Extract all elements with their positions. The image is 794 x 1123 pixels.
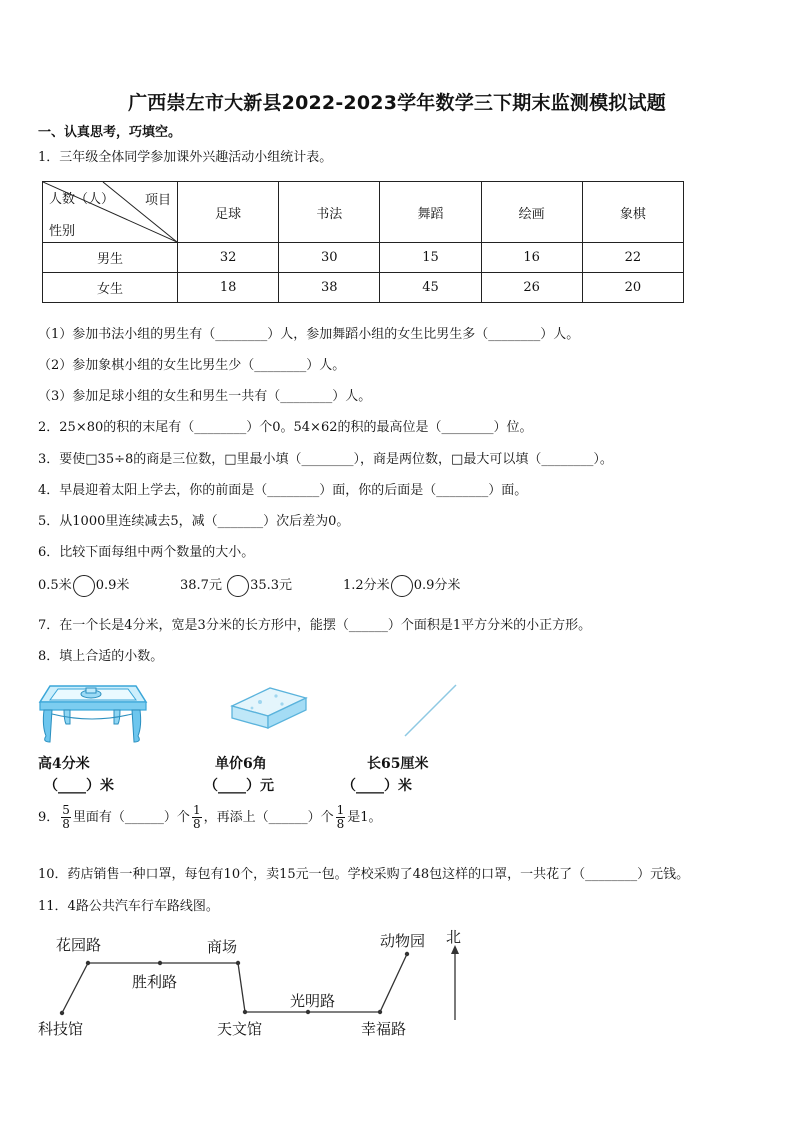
question-1-sub-1: （1）参加书法小组的男生有（________）人，参加舞蹈小组的女生比男生多（________）人。 — [38, 327, 580, 342]
numerator: 5 — [62, 803, 70, 817]
question-3: 3．要使□35÷8的商是三位数，□里最小填（________），商是两位数，□最大可以填（________）。 — [38, 452, 613, 467]
compare-left: 38.7元 — [180, 578, 222, 593]
q9-text: 是1。 — [347, 810, 382, 825]
numerator: 1 — [336, 803, 345, 817]
item-blank[interactable]: （____）元 — [204, 778, 274, 794]
table-cell: 45 — [380, 273, 481, 303]
question-1-sub-3: （3）参加足球小组的女生和男生一共有（________）人。 — [38, 389, 372, 404]
column-header: 舞蹈 — [380, 182, 481, 243]
table-cell: 22 — [582, 243, 683, 273]
fraction — [336, 804, 346, 831]
stop-dot — [86, 961, 90, 965]
stop-dot — [60, 1011, 64, 1015]
item-caption: 长65厘米 — [367, 756, 429, 772]
section-heading: 一、认真思考，巧填空。 — [38, 125, 182, 140]
page-title: 广西崇左市大新县2022-2023学年数学三下期末监测模拟试题 — [128, 92, 666, 114]
stop-label: 动物园 — [380, 932, 426, 950]
question-1-sub-2: （2）参加象棋小组的女生比男生少（________）人。 — [38, 358, 346, 373]
question-2: 2．25×80的积的末尾有（________）个0。54×62的积的最高位是（________）位。 — [38, 420, 533, 435]
item-caption: 高4分米 — [38, 756, 90, 772]
question-9 — [38, 804, 382, 831]
fraction — [61, 804, 71, 831]
compare-right: 0.9分米 — [413, 578, 461, 593]
compare-left: 1.2分米 — [343, 578, 390, 593]
q9-number: 9． — [38, 810, 60, 825]
corner-label-count: 人数（人） — [49, 192, 115, 207]
compare-pair — [343, 574, 460, 597]
column-header: 书法 — [279, 182, 380, 243]
stop-label: 幸福路 — [361, 1020, 407, 1038]
table-illustration — [36, 680, 148, 748]
item-blank[interactable]: （____）米 — [44, 778, 114, 794]
stop-label: 天文馆 — [217, 1020, 263, 1038]
compare-right: 35.3元 — [250, 578, 293, 593]
compare-circle[interactable] — [73, 575, 95, 597]
table-cell: 16 — [481, 243, 582, 273]
question-10: 10．药店销售一种口罩，每包有10个，卖15元一包。学校采购了48包这样的口罩，一共花了（________）元钱。 — [38, 867, 690, 882]
table-header-row — [43, 182, 684, 243]
stop-dot — [378, 1010, 382, 1014]
column-header: 象棋 — [582, 182, 683, 243]
route-line — [62, 954, 407, 1013]
denominator: 8 — [336, 817, 345, 831]
stop-label: 花园路 — [56, 936, 102, 954]
question-8-text: 8．填上合适的小数。 — [38, 649, 164, 664]
compare-pair — [180, 574, 292, 597]
question-4: 4．早晨迎着太阳上学去，你的前面是（________）面，你的后面是（________）面。 — [38, 483, 528, 498]
compare-circle[interactable] — [227, 575, 249, 597]
table-row — [43, 243, 684, 273]
table-corner-cell — [43, 182, 178, 243]
stop-dot — [158, 961, 162, 965]
denominator: 8 — [192, 817, 201, 831]
table-cell: 30 — [279, 243, 380, 273]
table-cell: 15 — [380, 243, 481, 273]
stop-dot — [236, 961, 240, 965]
stop-dot — [405, 952, 409, 956]
column-header: 绘画 — [481, 182, 582, 243]
q9-text: ，再添上（______）个 — [203, 810, 334, 825]
question-1-text: 1．三年级全体同学参加课外兴趣活动小组统计表。 — [38, 150, 333, 165]
corner-label-gender: 性别 — [49, 224, 76, 239]
stop-label: 光明路 — [290, 992, 336, 1010]
question-11-text: 11．4路公共汽车行车路线图。 — [38, 899, 219, 914]
stop-dot — [243, 1010, 247, 1014]
north-label: 北 — [446, 928, 462, 946]
statistics-table — [42, 181, 684, 303]
question-6-text: 6．比较下面每组中两个数量的大小。 — [38, 545, 255, 560]
question-7: 7．在一个长是4分米，宽是3分米的长方形中，能摆（______）个面积是1平方分米的小正方形。 — [38, 618, 592, 633]
table-cell: 18 — [178, 273, 279, 303]
table-cell: 38 — [279, 273, 380, 303]
row-label: 男生 — [43, 243, 178, 273]
q9-text: 里面有（______）个 — [72, 810, 190, 825]
row-label: 女生 — [43, 273, 178, 303]
compare-circle[interactable] — [391, 575, 413, 597]
stop-label: 胜利路 — [132, 973, 178, 991]
fraction — [192, 804, 202, 831]
column-header: 足球 — [178, 182, 279, 243]
stop-label: 科技馆 — [38, 1020, 84, 1038]
compare-right: 0.9米 — [95, 578, 130, 593]
eraser-illustration — [230, 684, 308, 732]
compare-pair — [38, 574, 129, 597]
table-cell: 26 — [481, 273, 582, 303]
denominator: 8 — [62, 817, 70, 831]
stick-illustration — [400, 682, 460, 740]
stop-label: 商场 — [207, 938, 238, 956]
numerator: 1 — [192, 803, 201, 817]
question-5: 5．从1000里连续减去5，减（_______）次后差为0。 — [38, 514, 350, 529]
compare-left: 0.5米 — [38, 578, 72, 593]
item-blank[interactable]: （____）米 — [342, 778, 412, 794]
item-caption: 单价6角 — [215, 756, 267, 772]
table-row — [43, 273, 684, 303]
table-cell: 20 — [582, 273, 683, 303]
corner-label-item: 项目 — [144, 193, 171, 208]
table-cell: 32 — [178, 243, 279, 273]
